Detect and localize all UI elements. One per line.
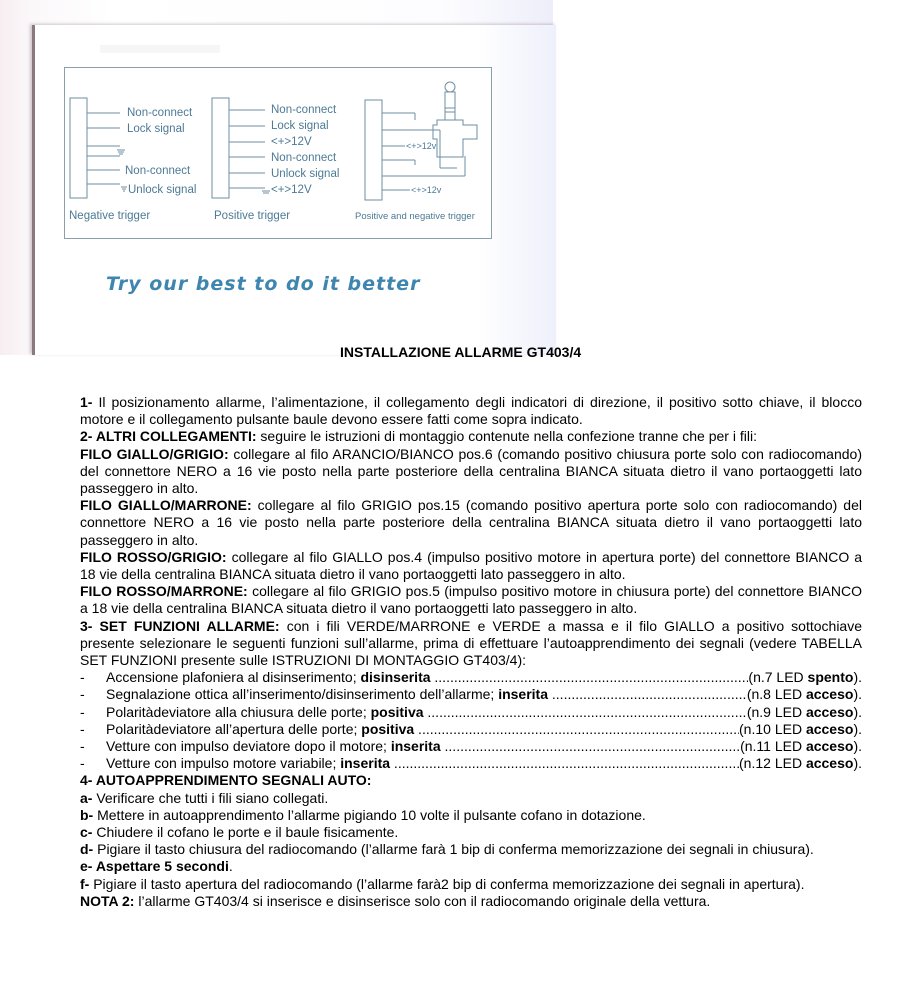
led-suffix: ). xyxy=(853,669,862,686)
step-a xyxy=(80,790,862,807)
wire-instruction: collegare al filo GRIGIO pos.5 (impulso positivo motore in chiusura porte) del connettore BIANCO a 18 vie della centralina BIANCA situata dietro il vano portaoggetti lato passeggero in alto. xyxy=(80,583,862,617)
function-label xyxy=(106,704,747,721)
wire-rosso-grigio xyxy=(80,549,862,583)
function-name: Polaritàdeviatore alla chiusura delle porte; xyxy=(106,703,371,720)
step-f xyxy=(80,876,862,893)
section-1-number: 1- xyxy=(80,394,93,410)
function-label xyxy=(106,669,748,686)
label-non-connect: Non-connect xyxy=(125,165,191,177)
function-label xyxy=(106,721,739,738)
led-state: spento xyxy=(807,669,854,686)
wire-label: FILO GIALLO/GRIGIO: xyxy=(80,445,229,462)
function-row xyxy=(80,669,862,686)
function-label xyxy=(106,686,747,703)
section-3-text: con i fili VERDE/MARRONE e VERDE a massa e il filo GIALLO a positivo sottochiave presente selezionare le seguenti funzioni sull’allarme, prima di effettuare l’autoapprendimento dei segnali (vedere TABELLA SET FUNZIONI presente sulle ISTRUZIONI DI MONTAGGIO GT403/4): xyxy=(80,617,863,669)
led-state: acceso xyxy=(805,686,854,703)
step-text: Chiudere il cofano le porte e il baule fisicamente. xyxy=(92,824,399,841)
section-1 xyxy=(80,394,862,428)
led-indicator xyxy=(739,721,862,738)
page-title: INSTALLAZIONE ALLARME GT403/4 xyxy=(340,344,582,360)
section-1-text: Il posizionamento allarme, l’alimentazione, il collegamento degli indicatori di direzione, il positivo sotto chiave, il blocco motore e il collegamento pulsante baule devono essere fatti come sopra indicato. xyxy=(80,394,862,428)
step-d xyxy=(80,841,862,858)
wire-label: FILO ROSSO/MARRONE: xyxy=(80,583,248,600)
ground-icon xyxy=(121,187,127,191)
wire-giallo-grigio xyxy=(80,446,862,498)
led-suffix: ). xyxy=(853,755,862,772)
function-name: Polaritàdeviatore all’apertura delle porte; xyxy=(106,720,362,737)
document-body xyxy=(80,394,862,910)
function-name: Vetture con impulso deviatore dopo il motore; xyxy=(106,738,391,755)
step-text: Verificare che tutti i fili siano collegati. xyxy=(92,789,329,806)
connector-block-icon xyxy=(70,98,87,198)
led-number: (n.11 LED xyxy=(740,738,806,755)
label-non-connect: Non-connect xyxy=(127,107,193,119)
section-2-text: seguire le istruzioni di montaggio contenute nella confezione tranne che per i fili: xyxy=(256,428,757,445)
function-row xyxy=(80,686,862,703)
bullet-dash: - xyxy=(80,669,85,686)
label-unlock-signal: Unlock signal xyxy=(128,184,197,196)
section-2-heading: 2- ALTRI COLLEGAMENTI: xyxy=(80,428,257,445)
note-label: NOTA 2: xyxy=(80,892,135,909)
function-label xyxy=(106,738,740,755)
label-lock-signal: Lock signal xyxy=(271,120,329,132)
bullet-dash: - xyxy=(80,755,85,772)
label-12v: <+>12V xyxy=(271,184,312,196)
section-4-title: 4- AUTOAPPRENDIMENTO SEGNALI AUTO: xyxy=(80,772,372,789)
step-text: . xyxy=(228,858,233,875)
wire-instruction: collegare al filo GIALLO pos.4 (impulso positivo motore in apertura porte) del connettore BIANCO a 18 vie della centralina BIANCA situata dietro il vano portaoggetti lato passeggero in alto. xyxy=(80,548,863,583)
function-name: Segnalazione ottica all’inserimento/disinserimento dell’allarme; xyxy=(106,686,499,703)
bullet-dash: - xyxy=(80,703,85,720)
function-row xyxy=(80,738,862,755)
led-state: acceso xyxy=(805,738,854,755)
function-row xyxy=(80,704,862,721)
led-state: acceso xyxy=(805,755,854,772)
slogan: Try our best to do it better xyxy=(106,273,421,295)
ground-icon xyxy=(262,191,270,193)
function-value: inserita xyxy=(498,686,549,703)
wire-giallo-marrone xyxy=(80,497,862,549)
label-12v: <+>12v xyxy=(406,141,437,151)
ground-icon xyxy=(117,150,125,154)
connector-block-icon xyxy=(365,100,382,200)
led-state: acceso xyxy=(805,720,854,737)
wire-instruction: collegare al filo ARANCIO/BIANCO pos.6 (comando positivo chiusura porte solo con radiocomando) del connettore NERO a 16 vie posto nella parte posteriore della centralina BIANCA situata dietro il vano portaoggetti lato passeggero in alto. xyxy=(80,445,862,497)
step-letter: d- xyxy=(80,841,94,858)
bullet-dash: - xyxy=(80,686,85,703)
faded-heading xyxy=(100,45,220,53)
note-text: l’allarme GT403/4 si inserisce e disinserisce solo con il radiocomando originale della vettura. xyxy=(134,892,711,909)
function-value: inserita xyxy=(390,738,441,755)
step-c xyxy=(80,824,862,841)
note-2 xyxy=(80,893,862,910)
step-letter: e- Aspettare 5 secondi xyxy=(80,858,229,875)
label-unlock-signal: Unlock signal xyxy=(271,168,340,180)
led-suffix: ). xyxy=(853,703,862,720)
function-value: inserita xyxy=(340,755,391,772)
step-b xyxy=(80,807,862,824)
wire-label: FILO ROSSO/GRIGIO: xyxy=(80,548,227,565)
led-indicator xyxy=(747,686,862,703)
led-suffix: ). xyxy=(853,738,862,755)
function-row xyxy=(80,721,862,738)
caption-positive-negative-trigger: Positive and negative trigger xyxy=(355,211,475,222)
led-number: (n.7 LED xyxy=(748,669,808,686)
function-name: Vetture con impulso motore variabile; xyxy=(106,755,341,772)
step-text: Mettere in autoapprendimento l’allarme pigiando 10 volte il pulsante cofano in dotazione. xyxy=(93,806,646,823)
led-indicator xyxy=(740,738,862,755)
led-number: (n.9 LED xyxy=(746,703,806,720)
led-state: acceso xyxy=(805,703,854,720)
led-number: (n.8 LED xyxy=(746,686,806,703)
caption-negative-trigger: Negative trigger xyxy=(69,210,151,222)
step-letter: b- xyxy=(80,806,94,823)
step-letter: f- xyxy=(80,875,90,892)
section-4-heading xyxy=(80,772,862,789)
label-non-connect: Non-connect xyxy=(271,104,337,116)
step-letter: a- xyxy=(80,789,93,806)
wire-instruction: collegare al filo GRIGIO pos.15 (comando positivo apertura porte solo con radiocomando) del connettore NERO a 16 vie posto nella parte posteriore della centralina BIANCA situata dietro il vano portaoggetti lato passeggero in alto. xyxy=(80,497,862,548)
led-indicator xyxy=(739,755,862,772)
wiring-diagram xyxy=(64,67,492,239)
function-name: Accensione plafoniera al disinserimento; xyxy=(106,669,361,686)
wire-rosso-marrone xyxy=(80,583,862,617)
label-12v: <+>12v xyxy=(411,185,442,195)
bullet-dash: - xyxy=(80,720,85,737)
led-indicator xyxy=(748,669,862,686)
bullet-dash: - xyxy=(80,738,85,755)
function-value: disinserita xyxy=(360,669,431,686)
function-value: positiva xyxy=(361,720,415,737)
step-e xyxy=(80,858,862,875)
led-number: (n.10 LED xyxy=(739,720,806,737)
manual-photo xyxy=(0,0,553,355)
wiring-diagram-svg xyxy=(65,68,491,238)
step-text: Pigiare il tasto apertura del radiocomando (l’allarme farà2 bip di conferma memorizzazione dei segnali in apertura). xyxy=(89,875,805,892)
function-label xyxy=(106,755,739,772)
step-text: Pigiare il tasto chiusura del radiocomando (l’allarme farà 1 bip di conferma memorizzazione dei segnali in chiusura). xyxy=(93,841,814,858)
label-12v: <+>12V xyxy=(271,136,312,148)
function-row xyxy=(80,755,862,772)
led-suffix: ). xyxy=(853,686,862,703)
led-suffix: ). xyxy=(853,720,862,737)
section-3 xyxy=(80,618,862,670)
step-letter: c- xyxy=(80,824,93,841)
function-value: positiva xyxy=(370,703,424,720)
label-non-connect: Non-connect xyxy=(271,152,337,164)
label-lock-signal: Lock signal xyxy=(127,123,185,135)
led-indicator xyxy=(747,704,862,721)
wire-label: FILO GIALLO/MARRONE: xyxy=(80,497,252,514)
led-number: (n.12 LED xyxy=(739,755,806,772)
connector-block-icon xyxy=(212,98,229,198)
section-3-heading: 3- SET FUNZIONI ALLARME: xyxy=(80,617,280,634)
section-2 xyxy=(80,428,862,445)
caption-positive-trigger: Positive trigger xyxy=(214,210,291,222)
